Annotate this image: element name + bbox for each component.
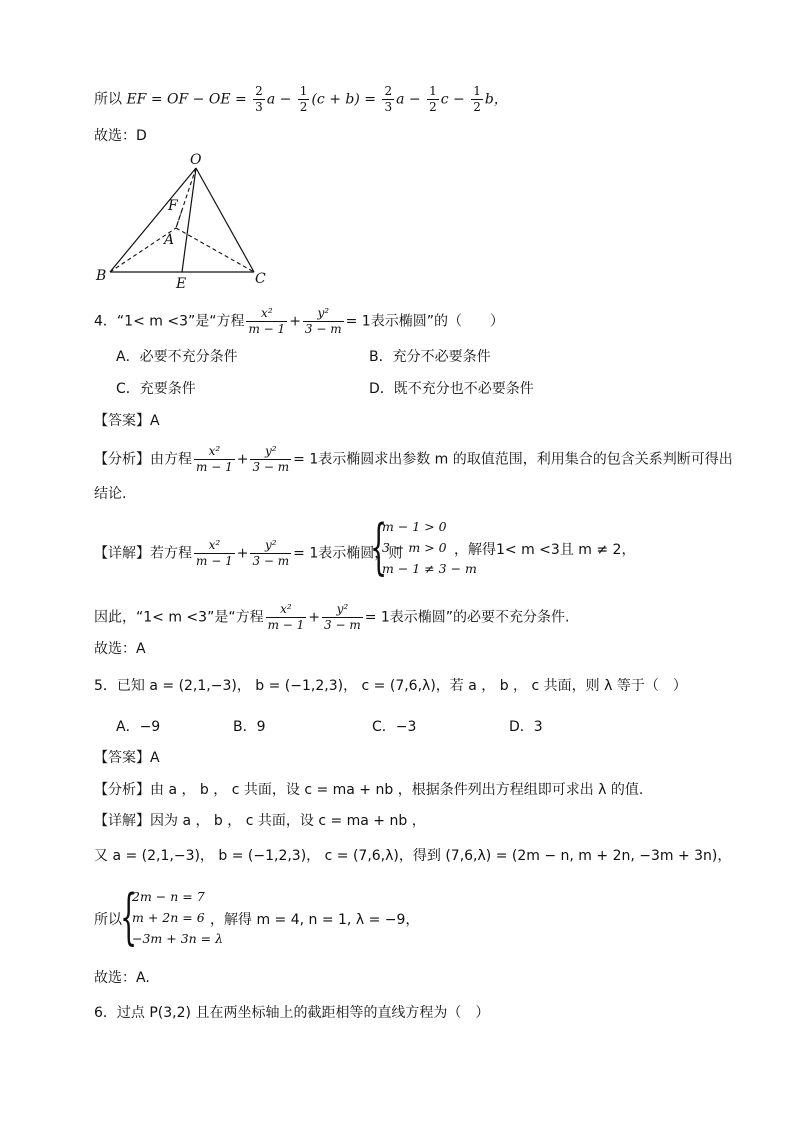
term-c: c − [440, 91, 470, 108]
fraction-y2 [250, 444, 291, 475]
q5-answer: 【答案】A [94, 750, 160, 766]
detail-tag: 【详解】 [94, 813, 150, 829]
den: 3 [255, 100, 263, 114]
fraction-x2 [194, 538, 235, 569]
therefore-b: = 1表示椭圆”的必要不充分条件. [364, 609, 570, 626]
q4-therefore [94, 602, 570, 633]
q5-analysis [94, 780, 643, 800]
plus: + [236, 545, 249, 562]
q4-stem [94, 306, 504, 337]
choice-line-1: 故选：D [94, 128, 147, 144]
den: 3 − m [252, 460, 290, 474]
label-E: E [176, 276, 187, 290]
detail-a: 若方程 [150, 545, 192, 562]
detail-tag: 【详解】 [94, 545, 150, 562]
den: m − 1 [196, 460, 233, 474]
plus: + [236, 451, 249, 468]
den: 3 − m [304, 322, 342, 336]
fraction-y2 [250, 538, 291, 569]
q5-stem: 5．已知 a = (2,1,−3)， b = (−1,2,3)， c = (7,6,λ)，若 a ， b ， c 共面，则 λ 等于（ ） [94, 678, 687, 694]
vector-eq: EF = OF − OE = [126, 91, 252, 108]
analysis-a: 由方程 [150, 451, 192, 468]
fraction-2-3-b [382, 84, 394, 115]
q5-option-C[interactable]: C．−3 [372, 719, 417, 735]
q4-detail-result: ，解得1< m <3且 m ≠ 2， [454, 542, 636, 558]
fraction-1-2-b [427, 84, 439, 115]
q4-analysis [94, 444, 733, 475]
num: 1 [299, 84, 308, 98]
fraction-y2 [303, 306, 344, 337]
den: 3 − m [252, 554, 290, 568]
label-A: A [164, 232, 175, 248]
q5-detail [94, 811, 426, 831]
num: y² [250, 538, 291, 554]
fraction-1-2-c [471, 84, 483, 115]
num: x² [266, 602, 307, 618]
num: 2 [255, 84, 263, 98]
num: 2 [384, 84, 393, 98]
system-eq-3: m − 1 ≠ 3 − m [382, 561, 477, 576]
den: 3 [384, 100, 393, 114]
fraction-x2 [246, 306, 287, 337]
analysis-text: 由 a ， b ， c 共面，设 c = ma + nb ，根据条件列出方程组即可求出 λ 的值. [150, 782, 644, 798]
q5-choice: 故选：A. [94, 970, 150, 986]
system-eq-2: m + 2n = 6 [132, 910, 205, 925]
label-C: C [255, 271, 266, 287]
edge-OB [110, 168, 196, 272]
segment-OE [182, 168, 196, 272]
fraction-y2 [322, 602, 363, 633]
den: m − 1 [248, 322, 286, 336]
label-O: O [190, 152, 202, 168]
q5-so: 所以 [94, 912, 122, 928]
q5-option-B[interactable]: B．9 [233, 719, 266, 735]
q4-option-A[interactable]: A．必要不充分条件 [116, 349, 238, 365]
q4-detail [94, 538, 402, 569]
system-eq-2: 3 − m > 0 [382, 540, 447, 555]
num: 1 [473, 84, 481, 98]
label-B: B [96, 268, 107, 284]
term-a: a − [266, 91, 296, 108]
plus: + [308, 609, 321, 626]
num: x² [246, 306, 287, 322]
q5-option-A[interactable]: A．−9 [116, 719, 161, 735]
plus: + [289, 313, 301, 330]
q5-option-D[interactable]: D．3 [509, 719, 543, 735]
q4-option-D[interactable]: D．既不充分也不必要条件 [369, 381, 534, 397]
analysis-tag: 【分析】 [94, 451, 150, 468]
detail-b: = 1表示椭圆，则 [293, 545, 403, 562]
q4-option-B[interactable]: B．充分不必要条件 [369, 349, 491, 365]
num: y² [322, 602, 363, 618]
fraction-1-2 [298, 84, 310, 115]
system-brace: { [370, 512, 388, 582]
text-so: 所以 [94, 91, 122, 108]
term-b: b， [484, 91, 508, 108]
den: 2 [473, 100, 481, 114]
q5-detail-line2: 又 a = (2,1,−3)， b = (−1,2,3)， c = (7,6,λ)，得到 (7,6,λ) = (2m − n, m + 2n, −3m + 3n)， [94, 848, 732, 864]
analysis-tag: 【分析】 [94, 782, 150, 798]
q4-analysis-cont: 结论. [94, 486, 127, 502]
den: m − 1 [196, 554, 233, 568]
q4-option-C[interactable]: C．充要条件 [116, 381, 196, 397]
q4-choice: 故选：A [94, 641, 146, 657]
edge-OC [196, 168, 254, 272]
den: 2 [299, 100, 308, 114]
fraction-2-3 [253, 84, 265, 115]
therefore-a: 因此，“1< m <3”是“方程 [94, 609, 264, 626]
analysis-b: = 1表示椭圆求出参数 m 的取值范围，利用集合的包含关系判断可得出 [293, 451, 733, 468]
q4-answer: 【答案】A [94, 413, 160, 429]
q5-solve: ，解得 m = 4, n = 1, λ = −9， [210, 912, 420, 928]
label-F: F [168, 198, 178, 214]
den: m − 1 [267, 618, 305, 632]
q4-stem-b: = 1表示椭圆”的（ ） [345, 313, 504, 330]
system-eq-1: m − 1 > 0 [382, 519, 447, 534]
num: y² [250, 444, 291, 460]
detail-text: 因为 a ， b ， c 共面，设 c = ma + nb ， [150, 813, 426, 829]
num: y² [303, 306, 344, 322]
fraction-x2 [194, 444, 235, 475]
term-a2: a − [396, 91, 426, 108]
q4-stem-a: 4．“1< m <3”是“方程 [94, 313, 245, 330]
fraction-x2 [266, 602, 307, 633]
num: x² [194, 538, 235, 554]
term-cb: (c + b) = [311, 91, 381, 108]
system-eq-3: −3m + 3n = λ [132, 931, 224, 946]
vector-equation-line [94, 84, 508, 115]
system-eq-1: 2m − n = 7 [132, 889, 205, 904]
den: 2 [429, 100, 437, 114]
num: x² [194, 444, 235, 460]
tetrahedron-figure [92, 150, 272, 290]
num: 1 [429, 84, 437, 98]
system-brace: { [120, 882, 138, 952]
den: 3 − m [324, 618, 361, 632]
q6-stem: 6．过点 P(3,2) 且在两坐标轴上的截距相等的直线方程为（ ） [94, 1005, 490, 1021]
